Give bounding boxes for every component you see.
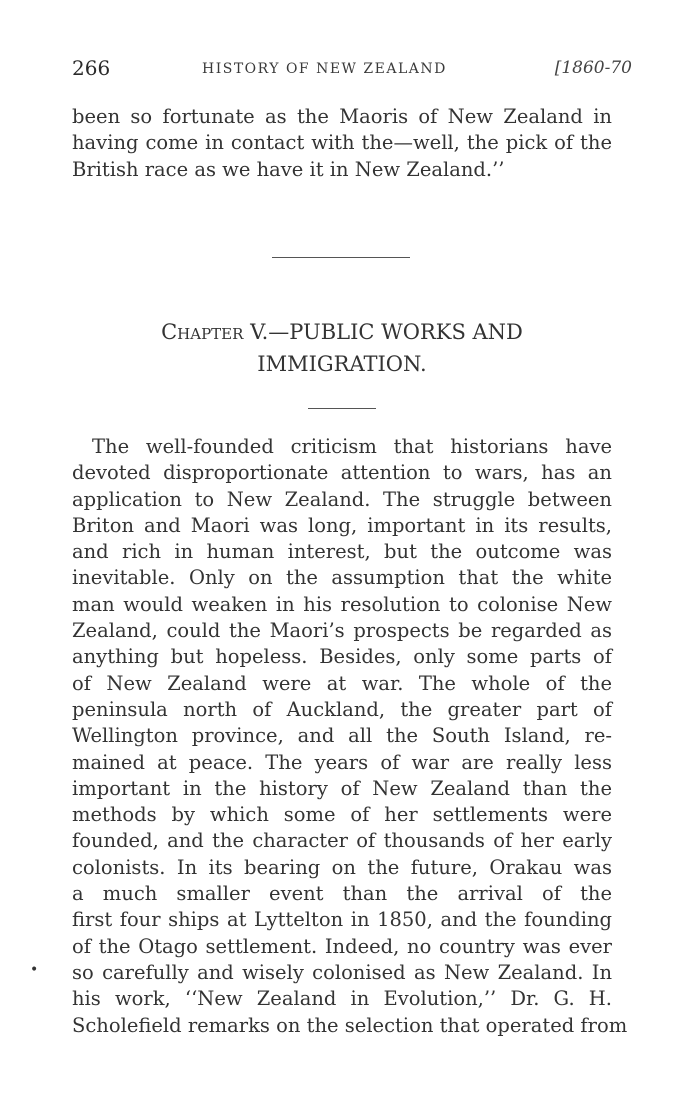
running-head <box>72 56 632 84</box>
text-line: mained at peace. The years of war are really less <box>72 750 612 774</box>
text-line: Briton and Maori was long, important in its results, <box>72 513 612 537</box>
text-line: methods by which some of her settlements were <box>72 803 612 827</box>
text-line: and rich in human interest, but the outcome was <box>72 540 612 564</box>
running-title: HISTORY OF NEW ZEALAND <box>202 61 447 77</box>
section-divider-rule <box>272 257 410 258</box>
heading-underline-rule <box>308 408 376 409</box>
margin-dot-mark: • <box>30 962 39 978</box>
continued-paragraph <box>72 104 612 183</box>
text-line: so carefully and wisely colonised as New Zealand. In <box>72 960 612 984</box>
running-date-range: [1860-70 <box>554 58 632 78</box>
text-line: been so fortunate as the Maoris of New Zealand in <box>72 105 612 128</box>
body-paragraph <box>72 434 628 1039</box>
chapter-heading <box>72 316 612 348</box>
page-number: 266 <box>72 56 111 80</box>
text-line: founded, and the character of thousands of her early <box>72 829 612 853</box>
text-line: his work, ‘‘New Zealand in Evolution,’’ Dr. G. H. <box>72 987 612 1011</box>
text-line: peninsula north of Auckland, the greater part of <box>72 697 612 721</box>
text-line: Scholefield remarks on the selection that operated from <box>72 1013 628 1037</box>
text-line: having come in contact with the—well, the pick of the <box>72 131 612 155</box>
chapter-title-line-1: V.—PUBLIC WORKS AND <box>250 320 523 344</box>
text-line: inevitable. Only on the assumption that the white <box>72 566 612 590</box>
text-line: colonists. In its bearing on the future, Orakau was <box>72 855 612 879</box>
text-line: important in the history of New Zealand than the <box>72 776 612 800</box>
text-line: application to New Zealand. The struggle between <box>72 487 612 511</box>
text-line: British race as we have it in New Zealand.’’ <box>72 157 505 181</box>
chapter-title-line-2: IMMIGRATION. <box>257 352 427 376</box>
text-line: man would weaken in his resolution to colonise New <box>72 592 612 616</box>
text-line: of the Otago settlement. Indeed, no country was ever <box>72 934 612 958</box>
text-line: first four ships at Lyttelton in 1850, and the founding <box>72 908 612 932</box>
text-line: The well-founded criticism that historians have <box>92 435 612 458</box>
text-line: devoted disproportionate attention to wars, has an <box>72 461 612 485</box>
chapter-label: Chapter <box>161 320 244 344</box>
text-line: Zealand, could the Maori’s prospects be regarded as <box>72 619 612 643</box>
text-line: a much smaller event than the arrival of the <box>72 882 612 906</box>
text-line: of New Zealand were at war. The whole of the <box>72 671 612 695</box>
text-line: anything but hopeless. Besides, only some parts of <box>72 645 612 669</box>
text-line: Wellington province, and all the South Island, re- <box>72 724 612 748</box>
